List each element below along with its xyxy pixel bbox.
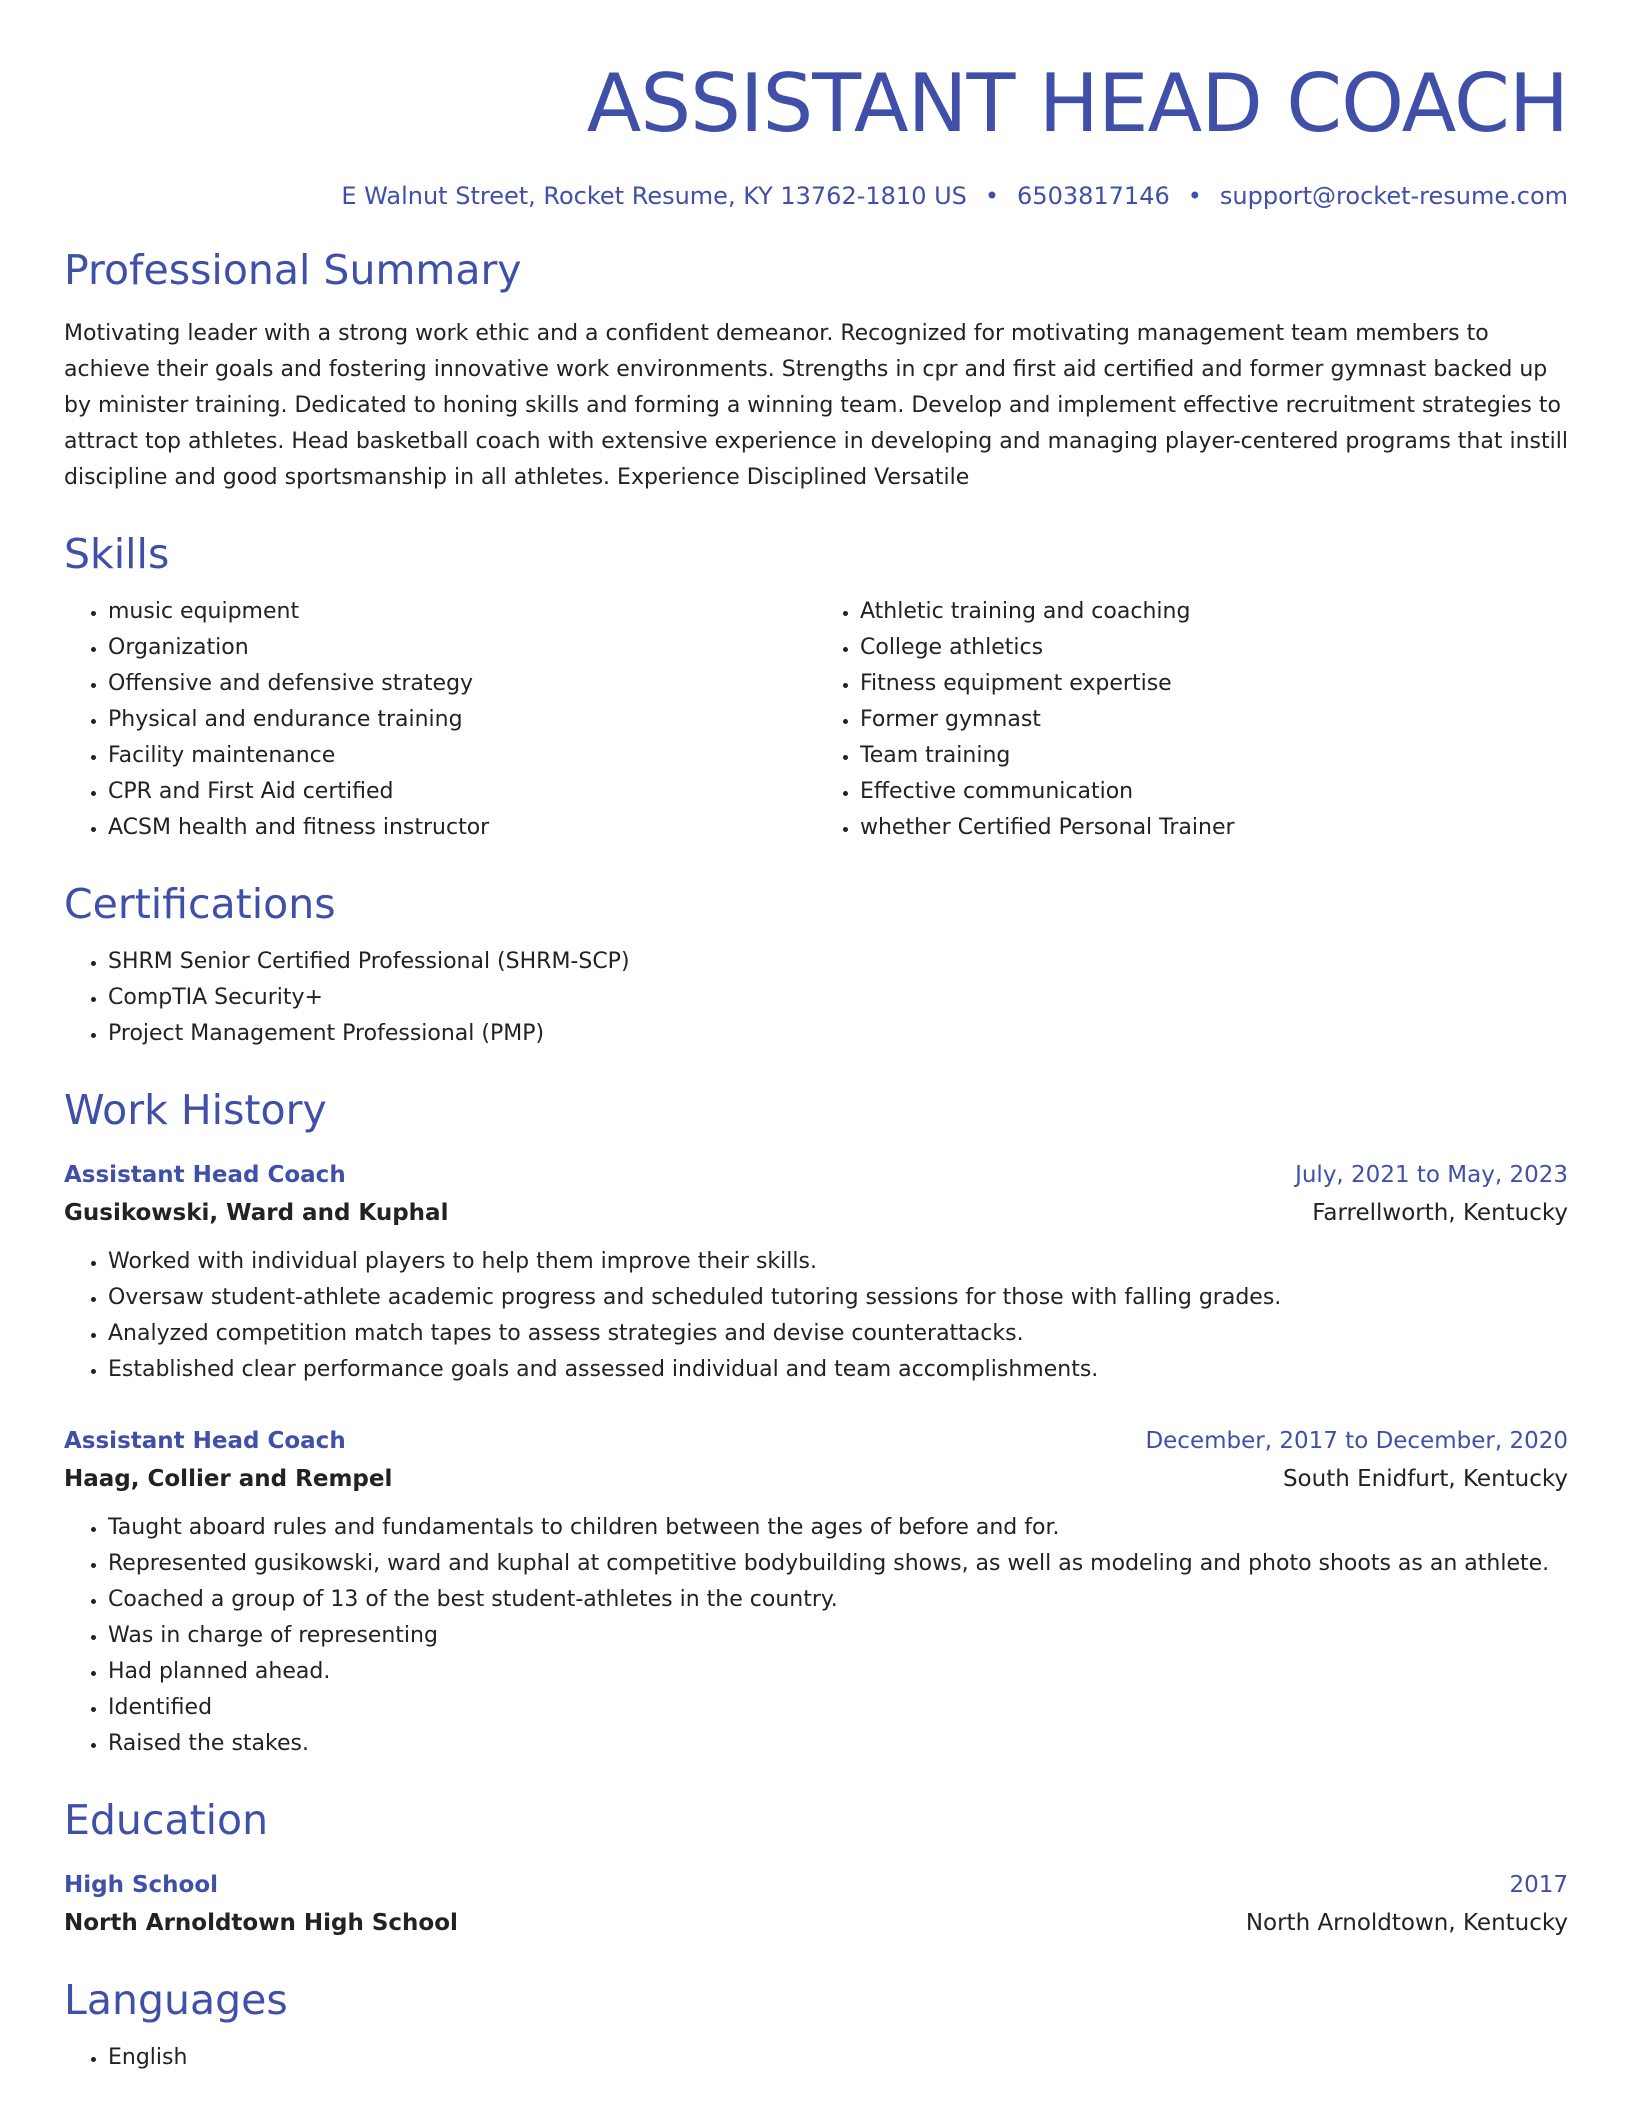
job-role: Assistant Head Coach <box>64 1428 346 1454</box>
job-bullet: • Raised the stakes. <box>108 1726 1568 1762</box>
job-bullets <box>64 1244 1568 1388</box>
certifications-heading: Certifications <box>64 880 336 928</box>
skill-item: • Fitness equipment expertise <box>860 666 1568 702</box>
certification-item: • CompTIA Security+ <box>108 980 1568 1016</box>
work-history-heading: Work History <box>64 1086 327 1134</box>
job-entry <box>64 1422 1568 1762</box>
job-dates: July, 2021 to May, 2023 <box>1295 1162 1568 1188</box>
skill-item: • College athletics <box>860 630 1568 666</box>
education-section <box>64 1794 1568 1942</box>
job-bullet: • Represented gusikowski, ward and kuphal at competitive bodybuilding shows, as well as modeling and photo shoots as an athlete. <box>108 1546 1568 1582</box>
skill-item: • Offensive and defensive strategy <box>108 666 816 702</box>
job-bullet: • Worked with individual players to help them improve their skills. <box>108 1244 1568 1280</box>
certification-item: • Project Management Professional (PMP) <box>108 1016 1568 1052</box>
education-school-row <box>64 1904 1568 1942</box>
skills-columns <box>64 580 1568 846</box>
job-company-row <box>64 1460 1568 1498</box>
certifications-section <box>64 878 1568 1052</box>
language-item: • English <box>108 2040 1568 2076</box>
job-bullet: • Coached a group of 13 of the best student-athletes in the country. <box>108 1582 1568 1618</box>
contact-email[interactable]: support@rocket-resume.com <box>1219 182 1568 210</box>
skill-item: • Facility maintenance <box>108 738 816 774</box>
skill-item: • Former gymnast <box>860 702 1568 738</box>
job-header-row <box>64 1422 1568 1460</box>
education-degree: High School <box>64 1872 219 1898</box>
job-bullet: • Was in charge of representing <box>108 1618 1568 1654</box>
education-school: North Arnoldtown High School <box>64 1910 458 1936</box>
job-header-row <box>64 1156 1568 1194</box>
job-bullet: • Established clear performance goals and assessed individual and team accomplishments. <box>108 1352 1568 1388</box>
education-location: North Arnoldtown, Kentucky <box>1245 1910 1568 1936</box>
summary-section <box>64 244 1568 496</box>
certifications-list <box>64 944 1568 1052</box>
candidate-title: ASSISTANT HEAD COACH <box>586 57 1568 150</box>
contact-address: E Walnut Street, Rocket Resume, KY 13762-1810 US <box>341 182 967 210</box>
skill-item: • Team training <box>860 738 1568 774</box>
work-history-section <box>64 1084 1568 1762</box>
skills-list-right <box>816 594 1568 846</box>
skills-list-left <box>64 594 816 846</box>
skill-item: • Physical and endurance training <box>108 702 816 738</box>
summary-text: Motivating leader with a strong work ethic and a confident demeanor. Recognized for motivating management team members to achieve their goals and fostering innovative work environments. Strengths in cpr and first aid certified and former gymnast backed up by minister training. Dedicated to honing skills and forming a winning team. Develop and implement effective recruitment strategies to attract top athletes. Head basketball coach with extensive experience in developing and managing player-centered programs that instill discipline and good sportsmanship in all athletes. Experience Disciplined Versatile <box>64 321 1568 490</box>
job-company: Haag, Collier and Rempel <box>64 1466 393 1492</box>
contact-line <box>64 180 1568 212</box>
contact-separator: • <box>984 182 1000 210</box>
languages-list <box>64 2040 1568 2076</box>
skill-item: • CPR and First Aid certified <box>108 774 816 810</box>
job-bullet: • Identified <box>108 1690 1568 1726</box>
skill-item: • Organization <box>108 630 816 666</box>
languages-heading: Languages <box>64 1976 288 2024</box>
job-bullets <box>64 1510 1568 1762</box>
job-location: Farrellworth, Kentucky <box>1312 1200 1568 1226</box>
job-company-row <box>64 1194 1568 1232</box>
job-bullet: • Analyzed competition match tapes to assess strategies and devise counterattacks. <box>108 1316 1568 1352</box>
skill-item: • music equipment <box>108 594 816 630</box>
contact-phone: 6503817146 <box>1017 182 1170 210</box>
job-bullet: • Oversaw student-athlete academic progress and scheduled tutoring sessions for those with falling grades. <box>108 1280 1568 1316</box>
contact-separator: • <box>1187 182 1202 210</box>
job-entry <box>64 1156 1568 1388</box>
education-year: 2017 <box>1509 1872 1568 1898</box>
education-heading: Education <box>64 1796 269 1844</box>
skill-item: • whether Certified Personal Trainer <box>860 810 1568 846</box>
languages-section <box>64 1974 1568 2076</box>
job-bullet: • Taught aboard rules and fundamentals to children between the ages of before and for. <box>108 1510 1568 1546</box>
skill-item: • ACSM health and fitness instructor <box>108 810 816 846</box>
job-role: Assistant Head Coach <box>64 1162 346 1188</box>
job-bullet: • Had planned ahead. <box>108 1654 1568 1690</box>
job-dates: December, 2017 to December, 2020 <box>1145 1428 1568 1454</box>
job-company: Gusikowski, Ward and Kuphal <box>64 1200 449 1226</box>
skill-item: • Effective communication <box>860 774 1568 810</box>
skills-section <box>64 528 1568 846</box>
job-location: South Enidfurt, Kentucky <box>1282 1466 1568 1492</box>
skill-item: • Athletic training and coaching <box>860 594 1568 630</box>
skills-heading: Skills <box>64 530 170 578</box>
education-entry <box>64 1866 1568 1942</box>
certification-item: • SHRM Senior Certified Professional (SHRM-SCP) <box>108 944 1568 980</box>
summary-heading: Professional Summary <box>64 246 522 294</box>
education-header-row <box>64 1866 1568 1904</box>
